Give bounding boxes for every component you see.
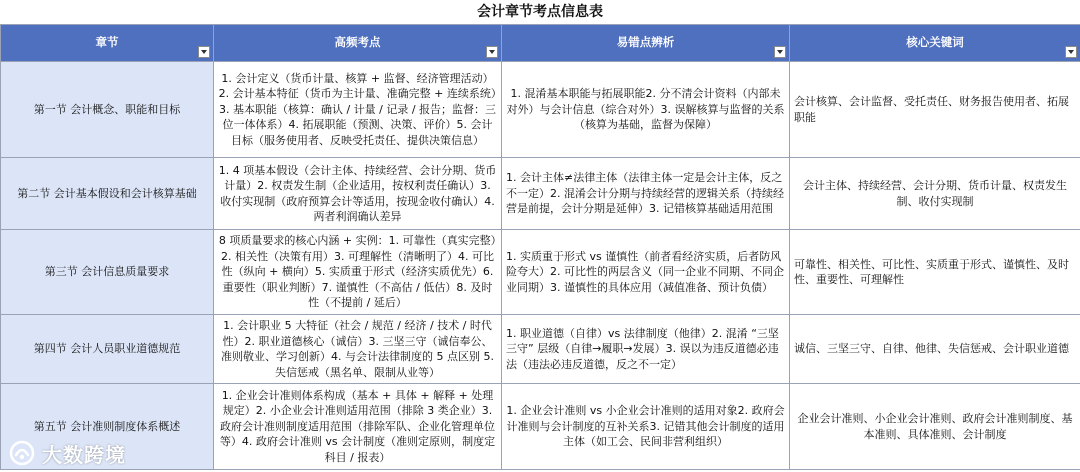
cell-chapter[interactable]: 第四节 会计人员职业道德规范 [1, 315, 214, 384]
cell-points[interactable]: 1. 会计职业 5 大特征（社会 / 规范 / 经济 / 技术 / 时代性）2. 职业道德核心（诚信）3. 三坚三守（诚信奉公、准则敬业、学习创新）4. 与会计法律制度的 5 点区别 5. 失信惩戒（黑名单、限制从业等） [214, 315, 502, 384]
column-header-keywords[interactable] [790, 25, 1080, 62]
data-table [0, 24, 1080, 470]
cell-points[interactable]: 8 项质量要求的核心内涵 + 实例：1. 可靠性（真实完整）2. 相关性（决策有用）3. 可理解性（清晰明了）4. 可比性（纵向 + 横向）5. 实质重于形式（经济实质优先）6. 重要性（职业判断）7. 谨慎性（不高估 / 低估）8. 及时性（不提前 / 延后） [214, 230, 502, 315]
cell-chapter[interactable]: 第五节 会计准则制度体系概述 [1, 384, 214, 470]
table-row [1, 230, 1080, 315]
watermark-text: 大数跨境 [42, 442, 126, 467]
cell-keywords[interactable]: 会计核算、会计监督、受托责任、财务报告使用者、拓展职能 [790, 62, 1080, 158]
header-row [1, 25, 1080, 62]
filter-dropdown-icon[interactable] [198, 46, 210, 58]
filter-dropdown-icon[interactable] [774, 46, 786, 58]
column-header-label: 核心关键词 [906, 35, 964, 50]
cell-pitfalls[interactable]: 1. 会计主体≠法律主体（法律主体一定是会计主体，反之不一定）2. 混淆会计分期与持续经营的逻辑关系（持续经营是前提，会计分期是延伸）3. 记错核算基础适用范围 [502, 158, 790, 230]
filter-dropdown-icon[interactable] [486, 46, 498, 58]
cell-keywords[interactable]: 诚信、三坚三守、自律、他律、失信惩戒、会计职业道德 [790, 315, 1080, 384]
filter-dropdown-icon[interactable] [1065, 46, 1077, 58]
cell-pitfalls[interactable]: 1. 混淆基本职能与拓展职能2. 分不清会计资料（内部未对外）与会计信息（综合对外）3. 误解核算与监督的关系（核算为基础，监督为保障） [502, 62, 790, 158]
table-row [1, 62, 1080, 158]
column-header-pitfalls[interactable] [502, 25, 790, 62]
cell-points[interactable]: 1. 会计定义（货币计量、核算 + 监督、经济管理活动）2. 会计基本特征（货币为主计量、准确完整 + 连续系统）3. 基本职能（核算：确认 / 计量 / 记录 / 报告；监督：三位一体体系）4. 拓展职能（预测、决策、评价）5. 会计目标（服务使用者、反映受托责任、提供决策信息） [214, 62, 502, 158]
cell-pitfalls[interactable]: 1. 企业会计准则 vs 小企业会计准则的适用对象2. 政府会计准则与会计制度的互补关系3. 记错其他会计制度的适用主体（如工会、民间非营利组织） [502, 384, 790, 470]
cell-chapter[interactable]: 第二节 会计基本假设和会计核算基础 [1, 158, 214, 230]
cell-points[interactable]: 1. 4 项基本假设（会计主体、持续经营、会计分期、货币计量）2. 权责发生制（企业适用，按权利责任确认）3. 收付实现制（政府预算会计等适用，按现金收付确认）4. 两者利润确认差异 [214, 158, 502, 230]
sheet-title: 会计章节考点信息表 [0, 0, 1080, 25]
cell-pitfalls[interactable]: 1. 职业道德（自律）vs 法律制度（他律）2. 混淆 “三坚三守” 层级（自律→履职→发展）3. 误以为违反道德必违法（违法必违反道德，反之不一定） [502, 315, 790, 384]
cell-pitfalls[interactable]: 1. 实质重于形式 vs 谨慎性（前者看经济实质，后者防风险夸大）2. 可比性的两层含义（同一企业不同期、不同企业同期）3. 谨慎性的具体应用（减值准备、预计负债） [502, 230, 790, 315]
column-header-label: 高频考点 [334, 35, 381, 50]
cell-chapter[interactable]: 第三节 会计信息质量要求 [1, 230, 214, 315]
cell-keywords[interactable]: 可靠性、相关性、可比性、实质重于形式、谨慎性、及时性、重要性、可理解性 [790, 230, 1080, 315]
table-row [1, 315, 1080, 384]
table-row [1, 384, 1080, 470]
cell-keywords[interactable]: 会计主体、持续经营、会计分期、货币计量、权责发生制、收付实现制 [790, 158, 1080, 230]
column-header-chapter[interactable] [1, 25, 214, 62]
cell-keywords[interactable]: 企业会计准则、小企业会计准则、政府会计准则制度、基本准则、具体准则、会计制度 [790, 384, 1080, 470]
table-row [1, 158, 1080, 230]
column-header-points[interactable] [214, 25, 502, 62]
column-header-label: 易错点辨析 [616, 35, 675, 50]
cell-chapter[interactable]: 第一节 会计概念、职能和目标 [1, 62, 214, 158]
cell-points[interactable]: 1. 企业会计准则体系构成（基本 + 具体 + 解释 + 处理规定）2. 小企业会计准则适用范围（排除 3 类企业）3. 政府会计准则制度适用范围（排除军队、企业化管理单位等）4. 政府会计准则 vs 会计制度（准则定原则，制度定科目 / 报表） [214, 384, 502, 470]
column-header-label: 章节 [95, 35, 119, 50]
